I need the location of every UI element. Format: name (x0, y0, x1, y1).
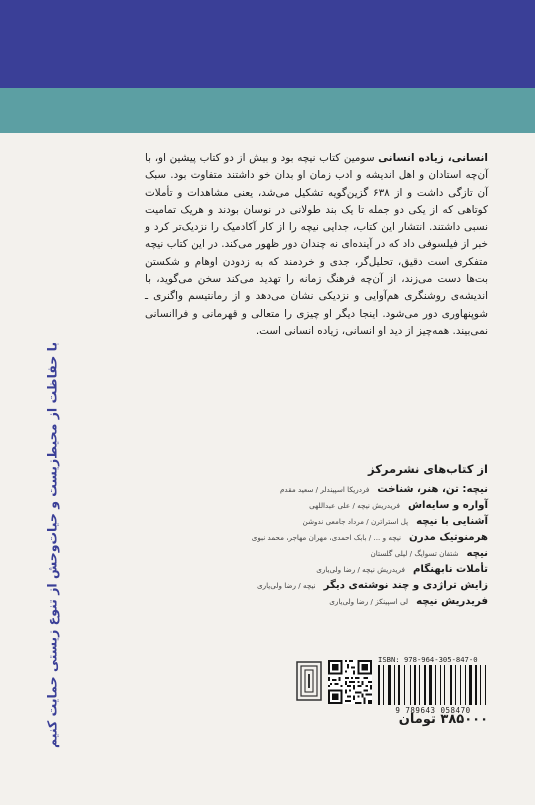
barcode-bar (392, 665, 393, 705)
book-title: نیچه (466, 548, 488, 559)
barcode-bar (467, 665, 468, 705)
book-author: شتفان تسوایگ / لیلی گلستان (370, 549, 459, 558)
barcode-number: 9 789643 058470 (395, 706, 471, 715)
barcode-bar (469, 665, 472, 705)
book-title: آواره و سایه‌اش (407, 500, 488, 511)
publisher-logo-icon (296, 660, 322, 702)
book-title: تأملات نابهنگام (412, 564, 488, 575)
list-item (158, 516, 488, 532)
barcode-bar (394, 665, 395, 705)
price: ۳۸۵۰۰۰ تومان (398, 712, 488, 727)
side-slogan: با حفاظت از محیط‌زیست و حیات‌وحش از تنوع زیستی حمایت کنیم (44, 341, 60, 749)
isbn: ISBN: 978-964-305-847-0 (378, 655, 478, 664)
barcode-bar (378, 665, 380, 705)
list-item (158, 548, 488, 564)
list-item (158, 596, 488, 612)
barcode-bar (427, 665, 428, 705)
barcode-bar (473, 665, 474, 705)
barcode (378, 665, 488, 705)
barcode-bar (455, 665, 456, 705)
barcode-bar (424, 665, 426, 705)
book-title: هرمنوتیک مدرن (409, 532, 488, 543)
list-item (158, 500, 488, 516)
barcode-bar (457, 665, 459, 705)
barcode-bar (437, 665, 439, 705)
barcode-bar (404, 665, 405, 705)
barcode-bar (465, 665, 466, 705)
barcode-bar (485, 665, 486, 705)
book-author: فریدریش نیچه / علی عبداللهی (309, 501, 400, 510)
barcode-bar (462, 665, 464, 705)
list-item (158, 580, 488, 596)
barcode-bar (396, 665, 397, 705)
barcode-bar (419, 665, 420, 705)
barcode-bar (433, 665, 434, 705)
books-list (158, 484, 488, 612)
barcode-bar (453, 665, 454, 705)
book-title: فریدریش نیچه (416, 596, 488, 607)
barcode-bar (475, 665, 477, 705)
barcode-bar (460, 665, 461, 705)
qr-code-icon (328, 660, 372, 704)
books-section-title: از کتاب‌های نشرمرکز (368, 462, 488, 476)
barcode-bar (414, 665, 416, 705)
book-author: فریدریش نیچه / رضا ولی‌یاری (316, 565, 405, 574)
barcode-bar (398, 665, 400, 705)
barcode-bar (435, 665, 436, 705)
barcode-bar (478, 665, 479, 705)
book-title: زایش تراژدی و چند نوشته‌ی دیگر (323, 580, 488, 591)
cover-top-band (0, 0, 535, 88)
barcode-bar (444, 665, 445, 705)
barcode-bar (450, 665, 452, 705)
barcode-bar (410, 665, 411, 705)
barcode-bar (381, 665, 382, 705)
barcode-bar (388, 665, 391, 705)
book-author: پل استراترن / مرداد جامعی ندوشن (302, 517, 409, 526)
list-item (158, 484, 488, 500)
book-author: نیچه و ... / بابک احمدی، مهران مهاجر، محمد نبوی (251, 533, 402, 542)
barcode-bar (406, 665, 409, 705)
list-item (158, 564, 488, 580)
barcode-bar (385, 665, 387, 705)
barcode-bar (421, 665, 423, 705)
barcode-bar (440, 665, 441, 705)
barcode-bar (446, 665, 449, 705)
book-author: فردریکا اسپیندلر / سعید مقدم (279, 485, 370, 494)
book-title: آشنایی با نیچه (416, 516, 488, 527)
blurb-title: انسانی، زیاده انسانی (378, 152, 488, 164)
book-author: لی اسپینکز / رضا ولی‌یاری (329, 597, 409, 606)
barcode-bar (383, 665, 384, 705)
list-item (158, 532, 488, 548)
blurb-body: سومین کتاب نیچه بود و بیش از دو کتاب پیشین او، با آن‌چه استادان و اهل اندیشه و ادب زمان او بدان خو داشتند متفاوت بود. سبک آن تازگی داشت و از ۶۳۸ گزین‌گویه تشکیل می‌شد، یعنی مشاهدات و تأملات کوتاهی که از یکی دو جمله تا یک بند طولانی در نوسان بودند و هریک تمامیت نسبی داشتند. انتشار این کتاب، جدایی نیچه را از کار آکادمیک را نزدیک‌تر کرد و خبر از فیلسوفی داد که در آینده‌ای نه چندان دور ظهور می‌کند. در این کتاب نیچه متفکری است دقیق، تحلیل‌گر، جدی و خردمند که به زدودن اوهام و شکستن بت‌ها دست می‌زند، از آن‌چه فرهنگ زمانه را تهدید می‌کند سخن می‌گوید، با اندیشه‌ی روشنگری هم‌آوایی و نزدیکی نشان می‌دهد و از رمانتیسم واگنری ـ شوپنهاوری دور می‌شود. اینجا دیگر او چیزی را متعالی و قهرمانی و فراانسانی نمی‌بیند. همه‌چیز از دید او انسانی، زیاده انسانی است. (145, 152, 489, 337)
barcode-bar (482, 665, 484, 705)
barcode-bar (429, 665, 432, 705)
book-title: نیچه: تن، هنر، شناخت (377, 484, 488, 495)
barcode-bar (412, 665, 413, 705)
barcode-bar (417, 665, 418, 705)
barcode-bar (442, 665, 443, 705)
barcode-bar (401, 665, 403, 705)
book-author: نیچه / رضا ولی‌یاری (257, 581, 316, 590)
barcode-bar (480, 665, 481, 705)
book-blurb (145, 150, 488, 340)
cover-middle-band (0, 88, 535, 133)
